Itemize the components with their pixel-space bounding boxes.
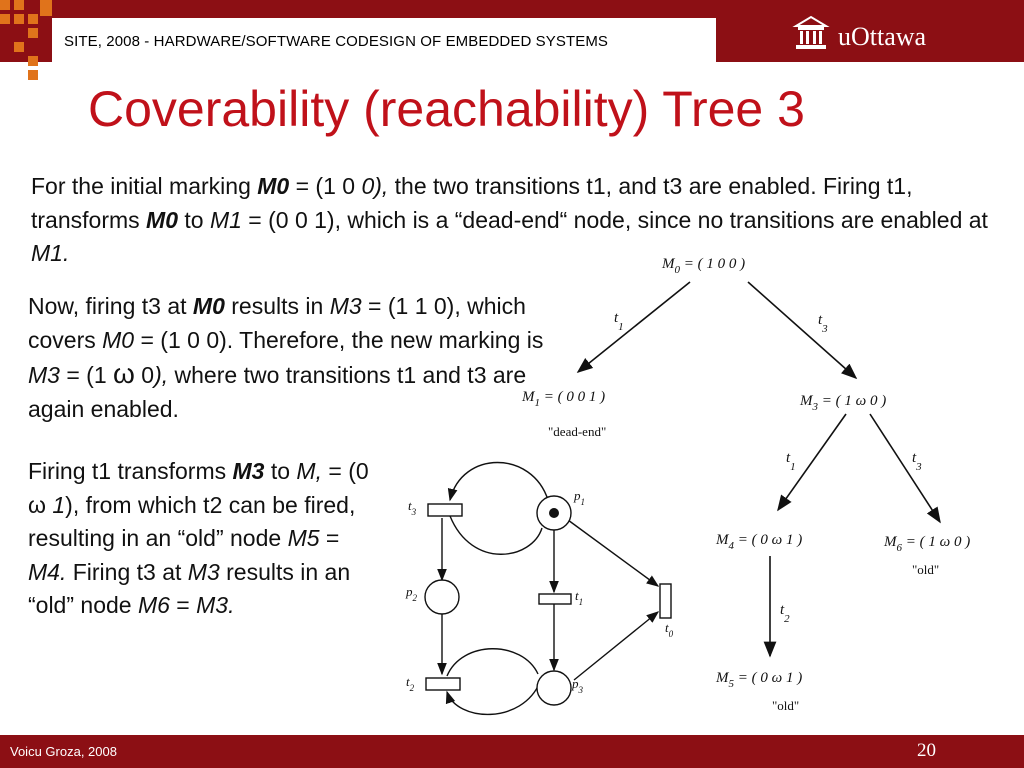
arc-p3-t2 — [447, 682, 540, 714]
arc-p3-t0 — [574, 612, 658, 680]
arc-t3-p1-lower — [450, 516, 542, 554]
token — [549, 508, 559, 518]
label-t0: $t_0$ — [665, 620, 674, 639]
place-p3 — [537, 671, 571, 705]
edge-label-t3: $t_3$ — [818, 312, 828, 335]
node-m4: $M_4$ = ( 0 ω 1 ) — [716, 532, 803, 552]
logo-wordmark: uOttawa — [838, 22, 927, 51]
node-m5: $M_5$ = ( 0 ω 1 ) — [716, 670, 803, 690]
place-p2 — [425, 580, 459, 614]
footer-bar — [0, 735, 1024, 768]
transition-t0 — [660, 584, 671, 618]
transition-t1 — [539, 594, 571, 604]
footer-author: Voicu Groza, 2008 — [10, 744, 117, 759]
paragraph-firing-t3: Now, firing t3 at M0 results in M3 = (1 1 0), which covers M0 = (1 0 0). Therefore, the new marking is M3 = (1 ω 0), where two transitions t1 and t3 are again enabled. — [28, 293, 544, 422]
slide-title: Coverability (reachability) Tree 3 — [88, 81, 805, 137]
label-t1: $t_1$ — [575, 588, 584, 607]
petri-net-diagram — [392, 460, 684, 735]
paragraph-firing-t1: Firing t1 transforms M3 to M, = (0 ω 1), from which t2 can be fired, resulting in an “old” node M5 = M4. Firing t3 at M3 results in an “old” node M6 = M3. — [28, 458, 369, 618]
label-p3: $p_3$ — [572, 676, 583, 695]
label-t3: $t_3$ — [408, 498, 417, 517]
label-p1: $p_1$ — [574, 488, 585, 507]
node-m1: $M_1$ = ( 0 0 1 ) — [522, 389, 606, 409]
arc-p1-t3 — [450, 463, 548, 501]
edge-m3-m6 — [870, 414, 940, 522]
transition-t3 — [428, 504, 462, 516]
node-m0: $M_0$ = ( 1 0 0 ) — [662, 256, 746, 276]
edge-m0-m1 — [578, 282, 690, 372]
note-dead-end: "dead-end" — [548, 424, 607, 439]
label-p2: $p_2$ — [406, 584, 417, 603]
edge-label-t1: $t_1$ — [614, 310, 624, 333]
label-t2: $t_2$ — [406, 674, 415, 693]
note-old-m6: "old" — [912, 562, 940, 577]
node-m6: $M_6$ = ( 1 ω 0 ) — [884, 534, 971, 554]
edge-m0-m3 — [748, 282, 856, 378]
arc-t2-p3-upper — [447, 649, 538, 676]
page-number: 20 — [917, 740, 936, 761]
edge-label-t3b: $t_3$ — [912, 450, 922, 473]
arc-p1-t0 — [568, 520, 658, 586]
paragraph-initial-marking: For the initial marking M0 = (1 0 0), the two transitions t1, and t3 are enabled. Firing t1, transforms M0 to M1 = (0 0 1), which is a “dead-end“ node, since no transitions are enabled at M1. — [31, 173, 988, 266]
edge-label-t1b: $t_1$ — [786, 450, 796, 473]
course-title: SITE, 2008 - HARDWARE/SOFTWARE CODESIGN OF EMBEDDED SYSTEMS — [64, 33, 609, 50]
note-old-m5: "old" — [772, 698, 800, 713]
edge-label-t2: $t_2$ — [780, 602, 790, 625]
transition-t2 — [426, 678, 460, 690]
node-m3: $M_3$ = ( 1 ω 0 ) — [800, 393, 887, 413]
